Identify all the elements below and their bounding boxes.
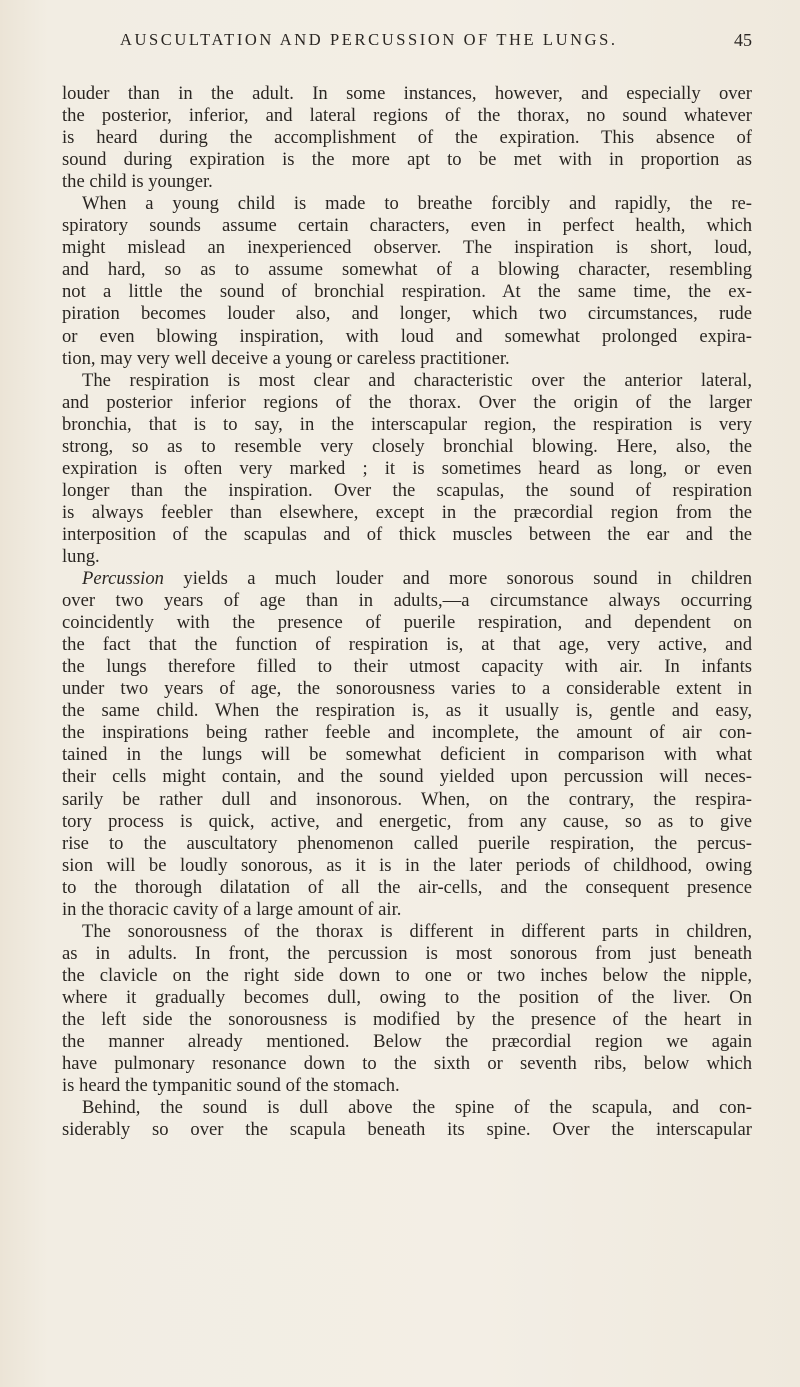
- text-line: expiration is often very marked ; it is sometimes heard as long, or even: [62, 457, 752, 479]
- text-line: is heard the tympanitic sound of the stomach.: [62, 1075, 400, 1097]
- text-line: the inspirations being rather feeble and incomplete, the amount of air con-: [62, 722, 752, 744]
- text-line: siderably so over the scapula beneath its spine. Over the interscapular: [62, 1119, 752, 1141]
- text-line: the child is younger.: [62, 171, 213, 193]
- text-line: rise to the auscultatory phenomenon called puerile respiration, the percus-: [62, 832, 752, 854]
- text-run: yields a much louder and more sonorous sound in children: [163, 568, 752, 590]
- text-line: in the thoracic cavity of a large amount of air.: [62, 898, 402, 920]
- running-header: [62, 30, 752, 60]
- text-line: to the thorough dilatation of all the air-cells, and the consequent presence: [62, 876, 752, 898]
- text-line: or even blowing inspiration, with loud and somewhat prolonged expira-: [62, 325, 752, 347]
- text-line: longer than the inspiration. Over the scapulas, the sound of respiration: [62, 479, 752, 501]
- text-line: the lungs therefore filled to their utmost capacity with air. In infants: [62, 656, 752, 678]
- paragraph-start-line: Behind, the sound is dull above the spine of the scapula, and con-: [82, 1097, 752, 1119]
- body-text: [62, 83, 752, 1141]
- text-line: tion, may very well deceive a young or careless practitioner.: [62, 347, 510, 369]
- text-line: lung.: [62, 545, 100, 567]
- text-line: sion will be loudly sonorous, as it is in the later periods of childhood, owing: [62, 854, 752, 876]
- text-line: as in adults. In front, the percussion is most sonorous from just beneath: [62, 942, 752, 964]
- paragraph-start-line: The sonorousness of the thorax is different in different parts in children,: [82, 920, 752, 942]
- text-line: interposition of the scapulas and of thick muscles between the ear and the: [62, 523, 752, 545]
- text-line: the same child. When the respiration is, as it usually is, gentle and easy,: [62, 700, 752, 722]
- text-line: is heard during the accomplishment of the expiration. This absence of: [62, 127, 752, 149]
- text-line: where it gradually becomes dull, owing to the position of the liver. On: [62, 986, 752, 1008]
- text-line: under two years of age, the sonorousness varies to a considerable extent in: [62, 678, 752, 700]
- italic-term: Percussion: [82, 568, 164, 590]
- text-line: the fact that the function of respiration is, at that age, very active, and: [62, 634, 752, 656]
- text-line: is always feebler than elsewhere, except in the præcordial region from the: [62, 501, 752, 523]
- text-line: bronchia, that is to say, in the interscapular region, the respiration is very: [62, 413, 752, 435]
- text-line: spiratory sounds assume certain characters, even in perfect health, which: [62, 215, 752, 237]
- paragraph-start-line: [62, 568, 752, 590]
- paragraph-start-line: When a young child is made to breathe forcibly and rapidly, the re-: [82, 193, 752, 215]
- text-line: louder than in the adult. In some instances, however, and especially over: [62, 83, 752, 104]
- text-line: have pulmonary resonance down to the sixth or seventh ribs, below which: [62, 1053, 752, 1075]
- text-line: and posterior inferior regions of the thorax. Over the origin of the larger: [62, 391, 752, 413]
- text-line: tained in the lungs will be somewhat deficient in comparison with what: [62, 744, 752, 766]
- text-line: the posterior, inferior, and lateral regions of the thorax, no sound whatever: [62, 105, 752, 127]
- text-line: their cells might contain, and the sound yielded upon percussion will neces-: [62, 766, 752, 788]
- text-line: and hard, so as to assume somewhat of a blowing character, resembling: [62, 259, 752, 281]
- text-line: strong, so as to resemble very closely bronchial blowing. Here, also, the: [62, 435, 752, 457]
- text-line: tory process is quick, active, and energetic, from any cause, so as to give: [62, 810, 752, 832]
- text-line: the manner already mentioned. Below the præcordial region we again: [62, 1031, 752, 1053]
- text-line: sarily be rather dull and insonorous. When, on the contrary, the respira-: [62, 788, 752, 810]
- text-line: might mislead an inexperienced observer. The inspiration is short, loud,: [62, 237, 752, 259]
- text-line: not a little the sound of bronchial respiration. At the same time, the ex-: [62, 281, 752, 303]
- text-line: the clavicle on the right side down to one or two inches below the nipple,: [62, 964, 752, 986]
- paragraph-start-line: The respiration is most clear and characteristic over the anterior lateral,: [82, 369, 752, 391]
- text-line: piration becomes louder also, and longer, which two circumstances, rude: [62, 303, 752, 325]
- page-number: 45: [734, 30, 752, 50]
- text-line: coincidently with the presence of puerile respiration, and dependent on: [62, 612, 752, 634]
- text-line: the left side the sonorousness is modified by the presence of the heart in: [62, 1008, 752, 1030]
- running-title: AUSCULTATION AND PERCUSSION OF THE LUNGS.: [120, 30, 618, 49]
- text-line: sound during expiration is the more apt to be met with in proportion as: [62, 149, 752, 171]
- text-line: over two years of age than in adults,—a circumstance always occurring: [62, 590, 752, 612]
